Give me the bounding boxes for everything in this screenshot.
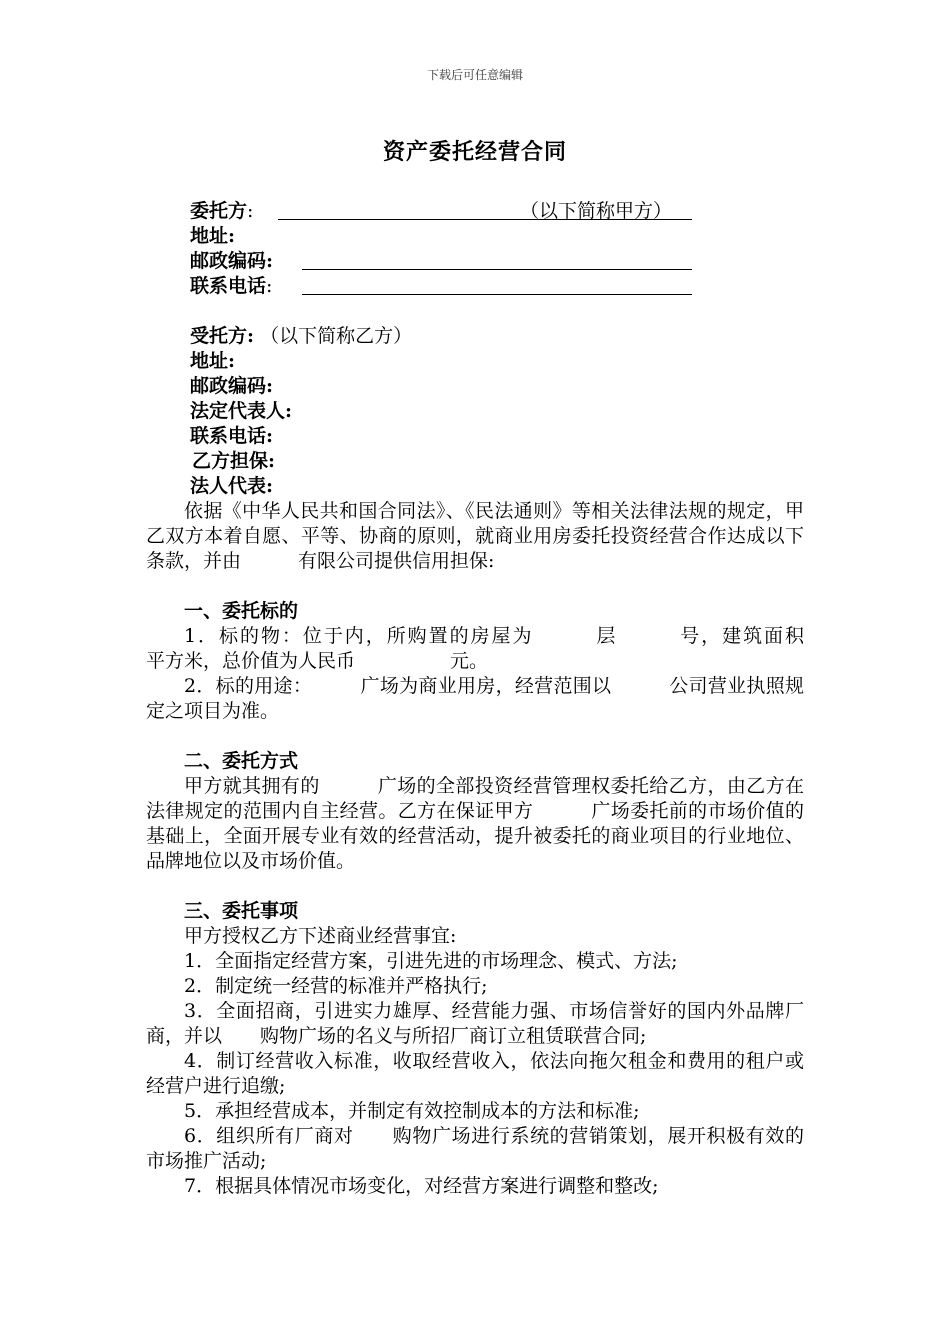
party-a-phone-blank — [302, 294, 692, 295]
party-a-address-label: 地址: — [190, 225, 236, 247]
party-b-trustee-suffix: （以下简称乙方） — [260, 325, 413, 347]
party-b-trustee-label: 受托方: — [190, 325, 255, 347]
party-b-guarantee-label: 乙方担保: — [192, 450, 276, 472]
party-b-guarantee-row — [146, 449, 804, 474]
section-item: 2．制定统一经营的标准并严格执行; — [184, 975, 488, 997]
section-heading: 二、委托方式 — [184, 750, 299, 772]
section-item: 2．标的用途： 广场为商业用房，经营范围以 公司营业执照规定之项目为准。 — [146, 675, 804, 722]
section-item: 3．全面招商，引进实力雄厚、经营能力强、市场信誉好的国内外品牌厂商，并以 购物广场的名义与所招厂商订立租赁联营合同; — [146, 1000, 804, 1047]
section-item: 1．标的物：位于内，所购置的房屋为 层 号，建筑面积 平方米，总价值为人民币 元。 — [146, 625, 881, 672]
section-item: 甲方授权乙方下述商业经营事宜: — [184, 925, 457, 947]
section-heading: 三、委托事项 — [184, 900, 299, 922]
header-note: 下载后可任意编辑 — [426, 68, 523, 82]
party-a-postcode-label: 邮政编码: — [190, 250, 274, 272]
party-a-client-row: 委托方: （以下简称甲方） — [146, 199, 804, 224]
party-b-address-row — [146, 349, 804, 374]
document-body — [146, 199, 881, 1199]
party-b-corp-rep-label: 法人代表: — [190, 475, 274, 497]
party-b-phone-row — [146, 424, 804, 449]
section-item: 4．制订经营收入标准，收取经营收入，依法向拖欠租金和费用的租户或经营户进行追缴; — [146, 1050, 804, 1097]
section-item: 5．承担经营成本，并制定有效控制成本的方法和标准; — [184, 1100, 640, 1122]
party-a-phone-label: 联系电话 — [190, 275, 267, 297]
section-heading: 一、委托标的 — [184, 600, 299, 622]
party-b-address-label: 地址: — [190, 350, 236, 372]
party-a-client-suffix: （以下简称甲方） — [520, 200, 673, 222]
party-b-corp-rep-row — [146, 474, 804, 499]
party-b-postcode-label: 邮政编码: — [190, 375, 274, 397]
party-a-phone-row: 联系电话: — [146, 274, 804, 299]
party-b-phone-label: 联系电话: — [190, 425, 274, 447]
intro-paragraph: 依据《中华人民共和国合同法》、《民法通则》等相关法律法规的规定，甲乙双方本着自愿、平等、协商的原则，就商业用房委托投资经营合作达成以下条款，并由 有限公司提供信用担保: — [146, 500, 804, 572]
party-a-client-label: 委托方 — [190, 200, 248, 222]
section-item: 6．组织所有厂商对 购物广场进行系统的营销策划，展开积极有效的市场推广活动; — [146, 1125, 804, 1172]
party-a-postcode-row — [146, 249, 804, 274]
party-b-postcode-row — [146, 374, 804, 399]
party-b-trustee-row — [146, 324, 804, 349]
party-a-address-row — [146, 224, 804, 249]
section-item: 甲方就其拥有的 广场的全部投资经营管理权委托给乙方，由乙方在法律规定的范围内自主经营。乙方在保证甲方 广场委托前的市场价值的基础上，全面开展专业有效的经营活动，提升被委托的商业项目的行业地位、品牌地位以及市场价值。 — [146, 775, 804, 872]
document-title: 资产委托经营合同 — [382, 139, 567, 165]
party-b-legal-rep-label: 法定代表人: — [190, 400, 293, 422]
section-item: 7．根据具体情况市场变化，对经营方案进行调整和整改; — [184, 1175, 659, 1197]
party-a-postcode-blank — [302, 269, 692, 270]
section-item: 1．全面指定经营方案，引进先进的市场理念、模式、方法; — [184, 950, 678, 972]
party-b-legal-rep-row — [146, 399, 804, 424]
